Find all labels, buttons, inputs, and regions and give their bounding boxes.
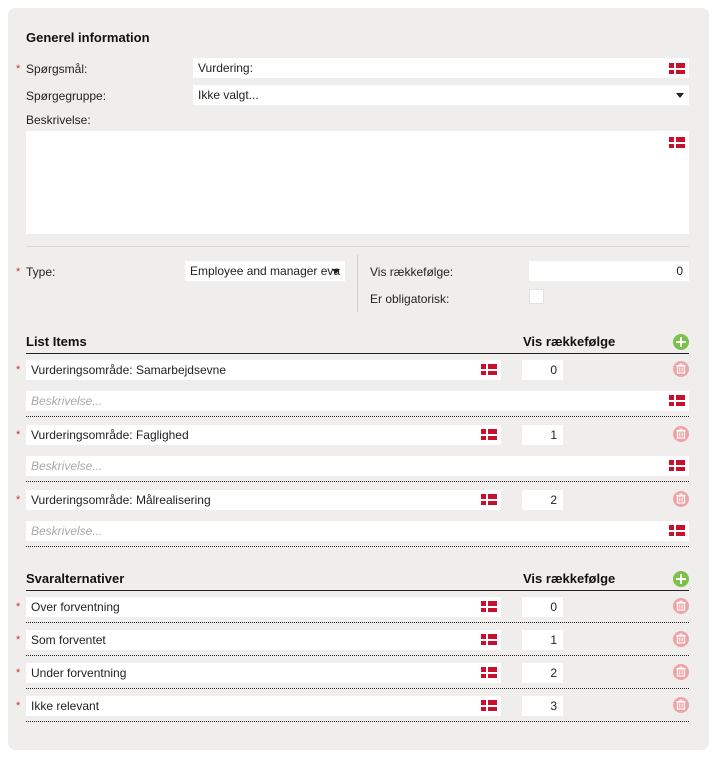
danish-flag-icon[interactable] bbox=[481, 364, 497, 375]
danish-flag-icon[interactable] bbox=[481, 494, 497, 505]
row-separator bbox=[26, 481, 689, 482]
trash-icon[interactable] bbox=[673, 598, 689, 614]
answers-header-rule bbox=[26, 590, 689, 591]
required-marker: * bbox=[16, 63, 21, 75]
danish-flag-icon[interactable] bbox=[669, 525, 685, 536]
list-item-label-input[interactable] bbox=[26, 425, 501, 445]
list-item-description-input[interactable] bbox=[26, 521, 689, 541]
list-item-label: Vurderingsområde: Målrealisering bbox=[31, 493, 211, 507]
list-item-description-input[interactable] bbox=[26, 456, 689, 476]
trash-icon[interactable] bbox=[673, 697, 689, 713]
question-input[interactable] bbox=[193, 58, 689, 78]
danish-flag-icon[interactable] bbox=[669, 137, 685, 148]
list-item-order: 0 bbox=[550, 363, 557, 377]
list-item-description-input[interactable] bbox=[26, 391, 689, 411]
list-item-order-input[interactable] bbox=[522, 490, 563, 510]
question-value: Vurdering: bbox=[198, 61, 253, 75]
answer-label-input[interactable] bbox=[26, 663, 501, 683]
list-items-header-rule bbox=[26, 353, 689, 354]
required-marker: * bbox=[16, 494, 21, 506]
description-label: Beskrivelse: bbox=[26, 113, 91, 127]
mandatory-label: Er obligatorisk: bbox=[370, 292, 450, 306]
column-divider bbox=[357, 255, 358, 312]
row-separator bbox=[26, 655, 689, 656]
answer-label: Under forventning bbox=[31, 666, 127, 680]
order-label: Vis rækkefølge: bbox=[370, 265, 454, 279]
danish-flag-icon[interactable] bbox=[669, 460, 685, 471]
answer-order-input[interactable] bbox=[522, 696, 563, 716]
group-select[interactable] bbox=[193, 85, 689, 105]
trash-icon[interactable] bbox=[673, 631, 689, 647]
add-answer-icon[interactable] bbox=[673, 571, 689, 587]
answer-order-input[interactable] bbox=[522, 663, 563, 683]
answer-order-input[interactable] bbox=[522, 597, 563, 617]
answers-heading: Svaralternativer bbox=[26, 571, 125, 586]
answer-label-input[interactable] bbox=[26, 597, 501, 617]
type-select[interactable] bbox=[185, 261, 345, 281]
row-separator bbox=[26, 688, 689, 689]
group-selected-value: Ikke valgt... bbox=[198, 88, 259, 102]
row-separator bbox=[26, 546, 689, 547]
order-value: 0 bbox=[676, 264, 683, 278]
required-marker: * bbox=[16, 634, 21, 646]
danish-flag-icon[interactable] bbox=[669, 395, 685, 406]
trash-icon[interactable] bbox=[673, 426, 689, 442]
description-placeholder: Beskrivelse... bbox=[31, 394, 103, 408]
danish-flag-icon[interactable] bbox=[481, 429, 497, 440]
row-separator bbox=[26, 622, 689, 623]
required-marker: * bbox=[16, 364, 21, 376]
answer-label-input[interactable] bbox=[26, 696, 501, 716]
trash-icon[interactable] bbox=[673, 664, 689, 680]
trash-icon[interactable] bbox=[673, 491, 689, 507]
question-label: Spørgsmål: bbox=[26, 62, 88, 76]
list-item-order-input[interactable] bbox=[522, 360, 563, 380]
required-marker: * bbox=[16, 601, 21, 613]
list-items-order-heading: Vis rækkefølge bbox=[523, 334, 616, 349]
answer-label: Over forventning bbox=[31, 600, 120, 614]
list-item-label: Vurderingsområde: Samarbejdsevne bbox=[31, 363, 226, 377]
danish-flag-icon[interactable] bbox=[481, 667, 497, 678]
type-label: Type: bbox=[26, 265, 56, 279]
list-item-order-input[interactable] bbox=[522, 425, 563, 445]
add-list-item-icon[interactable] bbox=[673, 334, 689, 350]
answers-order-heading: Vis rækkefølge bbox=[523, 571, 616, 586]
answer-label-input[interactable] bbox=[26, 630, 501, 650]
row-separator bbox=[26, 721, 689, 722]
answer-label: Som forventet bbox=[31, 633, 106, 647]
divider bbox=[26, 246, 689, 247]
danish-flag-icon[interactable] bbox=[481, 700, 497, 711]
required-marker: * bbox=[16, 429, 21, 441]
mandatory-checkbox[interactable] bbox=[529, 289, 544, 304]
order-input[interactable] bbox=[529, 261, 689, 281]
required-marker: * bbox=[16, 266, 21, 278]
answer-label: Ikke relevant bbox=[31, 699, 100, 713]
general-heading: Generel information bbox=[26, 30, 150, 45]
answer-order: 1 bbox=[550, 633, 557, 647]
required-marker: * bbox=[16, 700, 21, 712]
list-items-heading: List Items bbox=[26, 334, 87, 349]
chevron-down-icon[interactable] bbox=[332, 269, 340, 274]
row-separator bbox=[26, 416, 689, 417]
list-item-label-input[interactable] bbox=[26, 360, 501, 380]
description-textarea[interactable] bbox=[26, 131, 689, 234]
description-placeholder: Beskrivelse... bbox=[31, 459, 103, 473]
danish-flag-icon[interactable] bbox=[669, 63, 685, 74]
answer-order: 3 bbox=[550, 699, 557, 713]
type-selected-value: Employee and manager eva bbox=[190, 264, 341, 278]
list-item-label-input[interactable] bbox=[26, 490, 501, 510]
list-item-order: 2 bbox=[550, 493, 557, 507]
group-label: Spørgegruppe: bbox=[26, 89, 107, 103]
list-item-order: 1 bbox=[550, 428, 557, 442]
answer-order: 2 bbox=[550, 666, 557, 680]
list-item-label: Vurderingsområde: Faglighed bbox=[31, 428, 189, 442]
answer-order: 0 bbox=[550, 600, 557, 614]
required-marker: * bbox=[16, 667, 21, 679]
description-placeholder: Beskrivelse... bbox=[31, 524, 103, 538]
chevron-down-icon[interactable] bbox=[676, 93, 684, 98]
danish-flag-icon[interactable] bbox=[481, 601, 497, 612]
trash-icon[interactable] bbox=[673, 361, 689, 377]
answer-order-input[interactable] bbox=[522, 630, 563, 650]
danish-flag-icon[interactable] bbox=[481, 634, 497, 645]
